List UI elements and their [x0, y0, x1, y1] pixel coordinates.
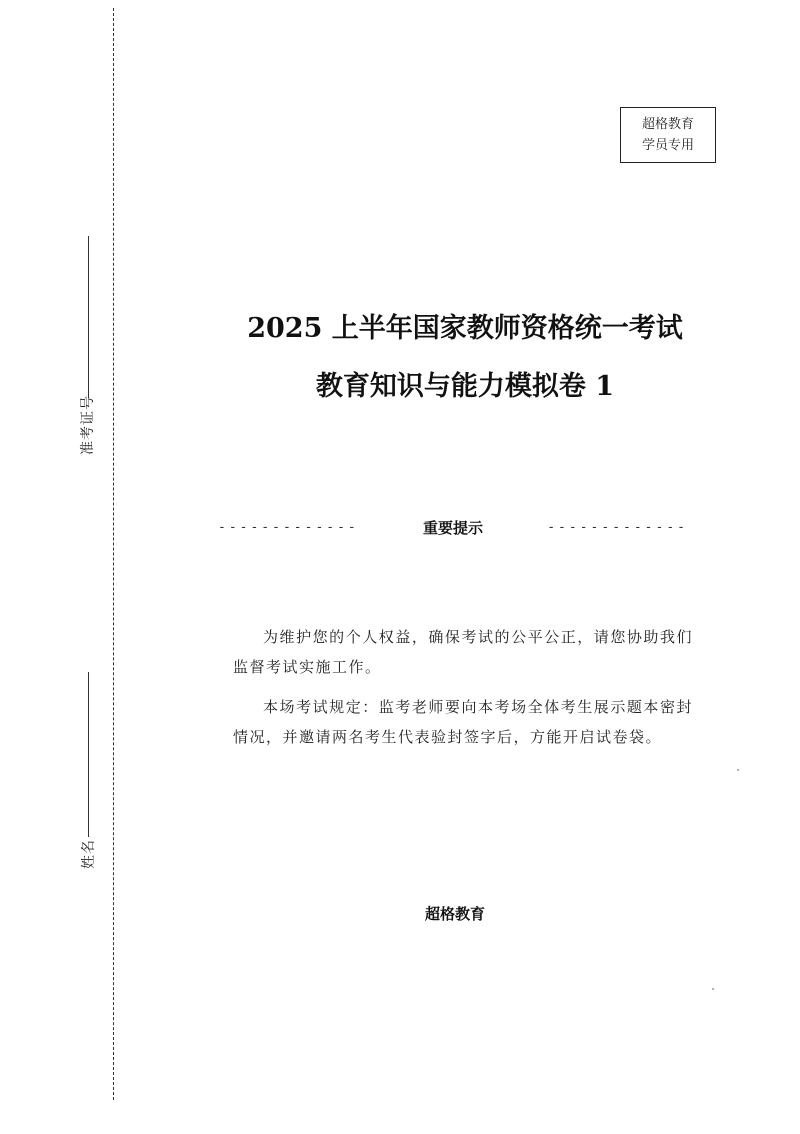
exam-subtitle: 教育知识与能力模拟卷 1 — [315, 371, 615, 402]
stamp-line-2: 学员专用 — [641, 138, 694, 153]
scan-speck — [737, 769, 739, 771]
name-label: 姓名 — [81, 839, 97, 869]
notice-paragraph-1: 为维护您的个人权益，确保考试的公平公正，请您协助我们监督考试实施工作。 — [233, 628, 693, 676]
name-write-line — [88, 672, 89, 837]
members-only-stamp — [620, 107, 716, 163]
notice-paragraph-2: 本场考试规定：监考老师要向本考场全体考生展示题本密封情况，并邀请两名考生代表验封签字后，方能开启试卷袋。 — [233, 698, 693, 746]
footer-organization: 超格教育 — [424, 905, 485, 923]
notice-header — [218, 515, 688, 539]
notice-right-dashes: ------------- — [547, 519, 688, 535]
exam-number-label: 准考证号 — [80, 395, 96, 455]
exam-title: 2025 上半年国家教师资格统一考试 — [247, 313, 683, 344]
binding-dashed-line — [113, 8, 114, 1100]
notice-heading: 重要提示 — [422, 518, 483, 537]
stamp-line-1: 超格教育 — [641, 117, 694, 132]
scan-speck — [712, 988, 714, 990]
exam-number-write-line — [88, 236, 89, 398]
notice-left-dashes: ------------- — [218, 519, 359, 535]
